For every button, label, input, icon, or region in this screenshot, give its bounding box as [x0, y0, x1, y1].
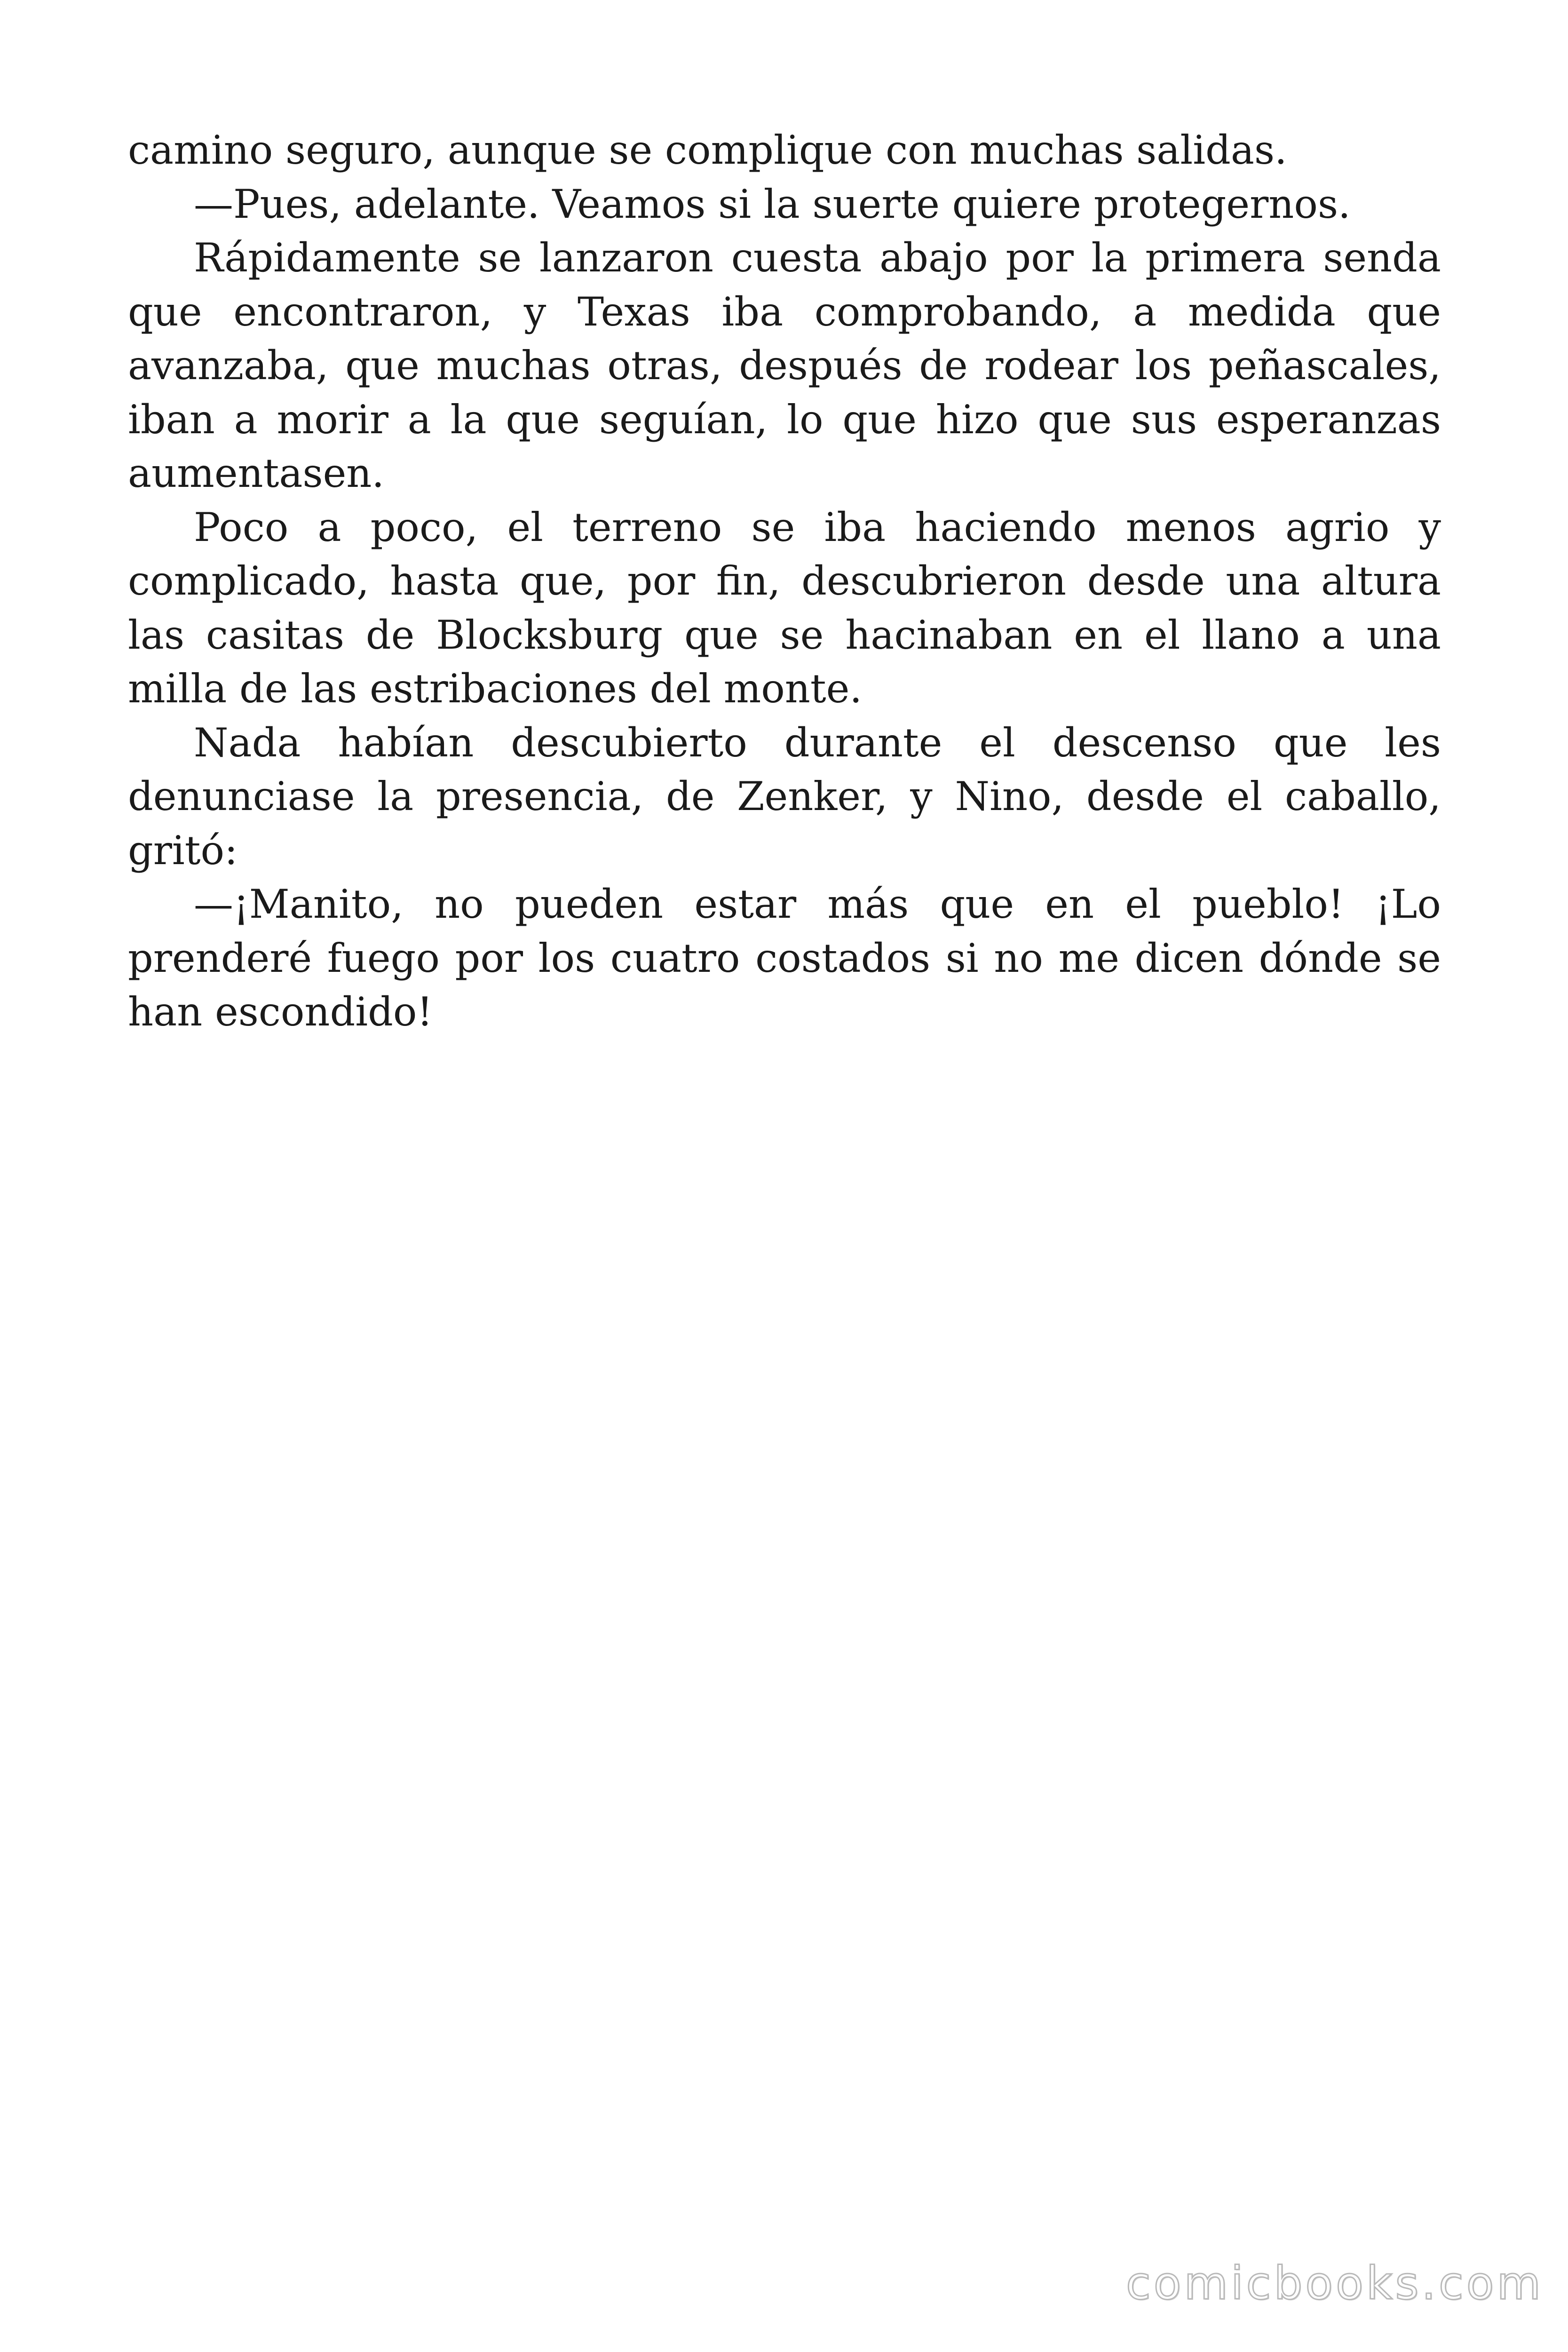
paragraph-2: —Pues, adelante. Veamos si la suerte quiere protegernos. [194, 181, 1351, 227]
paragraph-3: Rápidamente se lanzaron cuesta abajo por la primera senda que encontraron, y Texas iba comprobando, a medida que avanzaba, que muchas otras, después de rodear los peñascales, iban a morir a la que seguían, lo que hizo que sus esperanzas aumentasen. [128, 235, 1441, 496]
paragraph-6: —¡Manito, no pueden estar más que en el pueblo! ¡Lo prenderé fuego por los cuatro costados si no me dicen dónde se han escondido! [128, 881, 1441, 1035]
paragraph-4: Poco a poco, el terreno se iba haciendo menos agrio y complicado, hasta que, por fin, descubrieron desde una altura las casitas de Blocksburg que se hacinaban en el llano a una milla de las estribaciones del monte. [128, 504, 1441, 712]
watermark: comicbooks.com [1125, 2257, 1544, 2310]
body-text [128, 123, 1441, 1039]
paragraph-5: Nada habían descubierto durante el descenso que les denunciase la presencia, de Zenker, y Nino, desde el caballo, gritó: [128, 719, 1441, 874]
paragraph-1: camino seguro, aunque se complique con muchas salidas. [128, 127, 1287, 173]
